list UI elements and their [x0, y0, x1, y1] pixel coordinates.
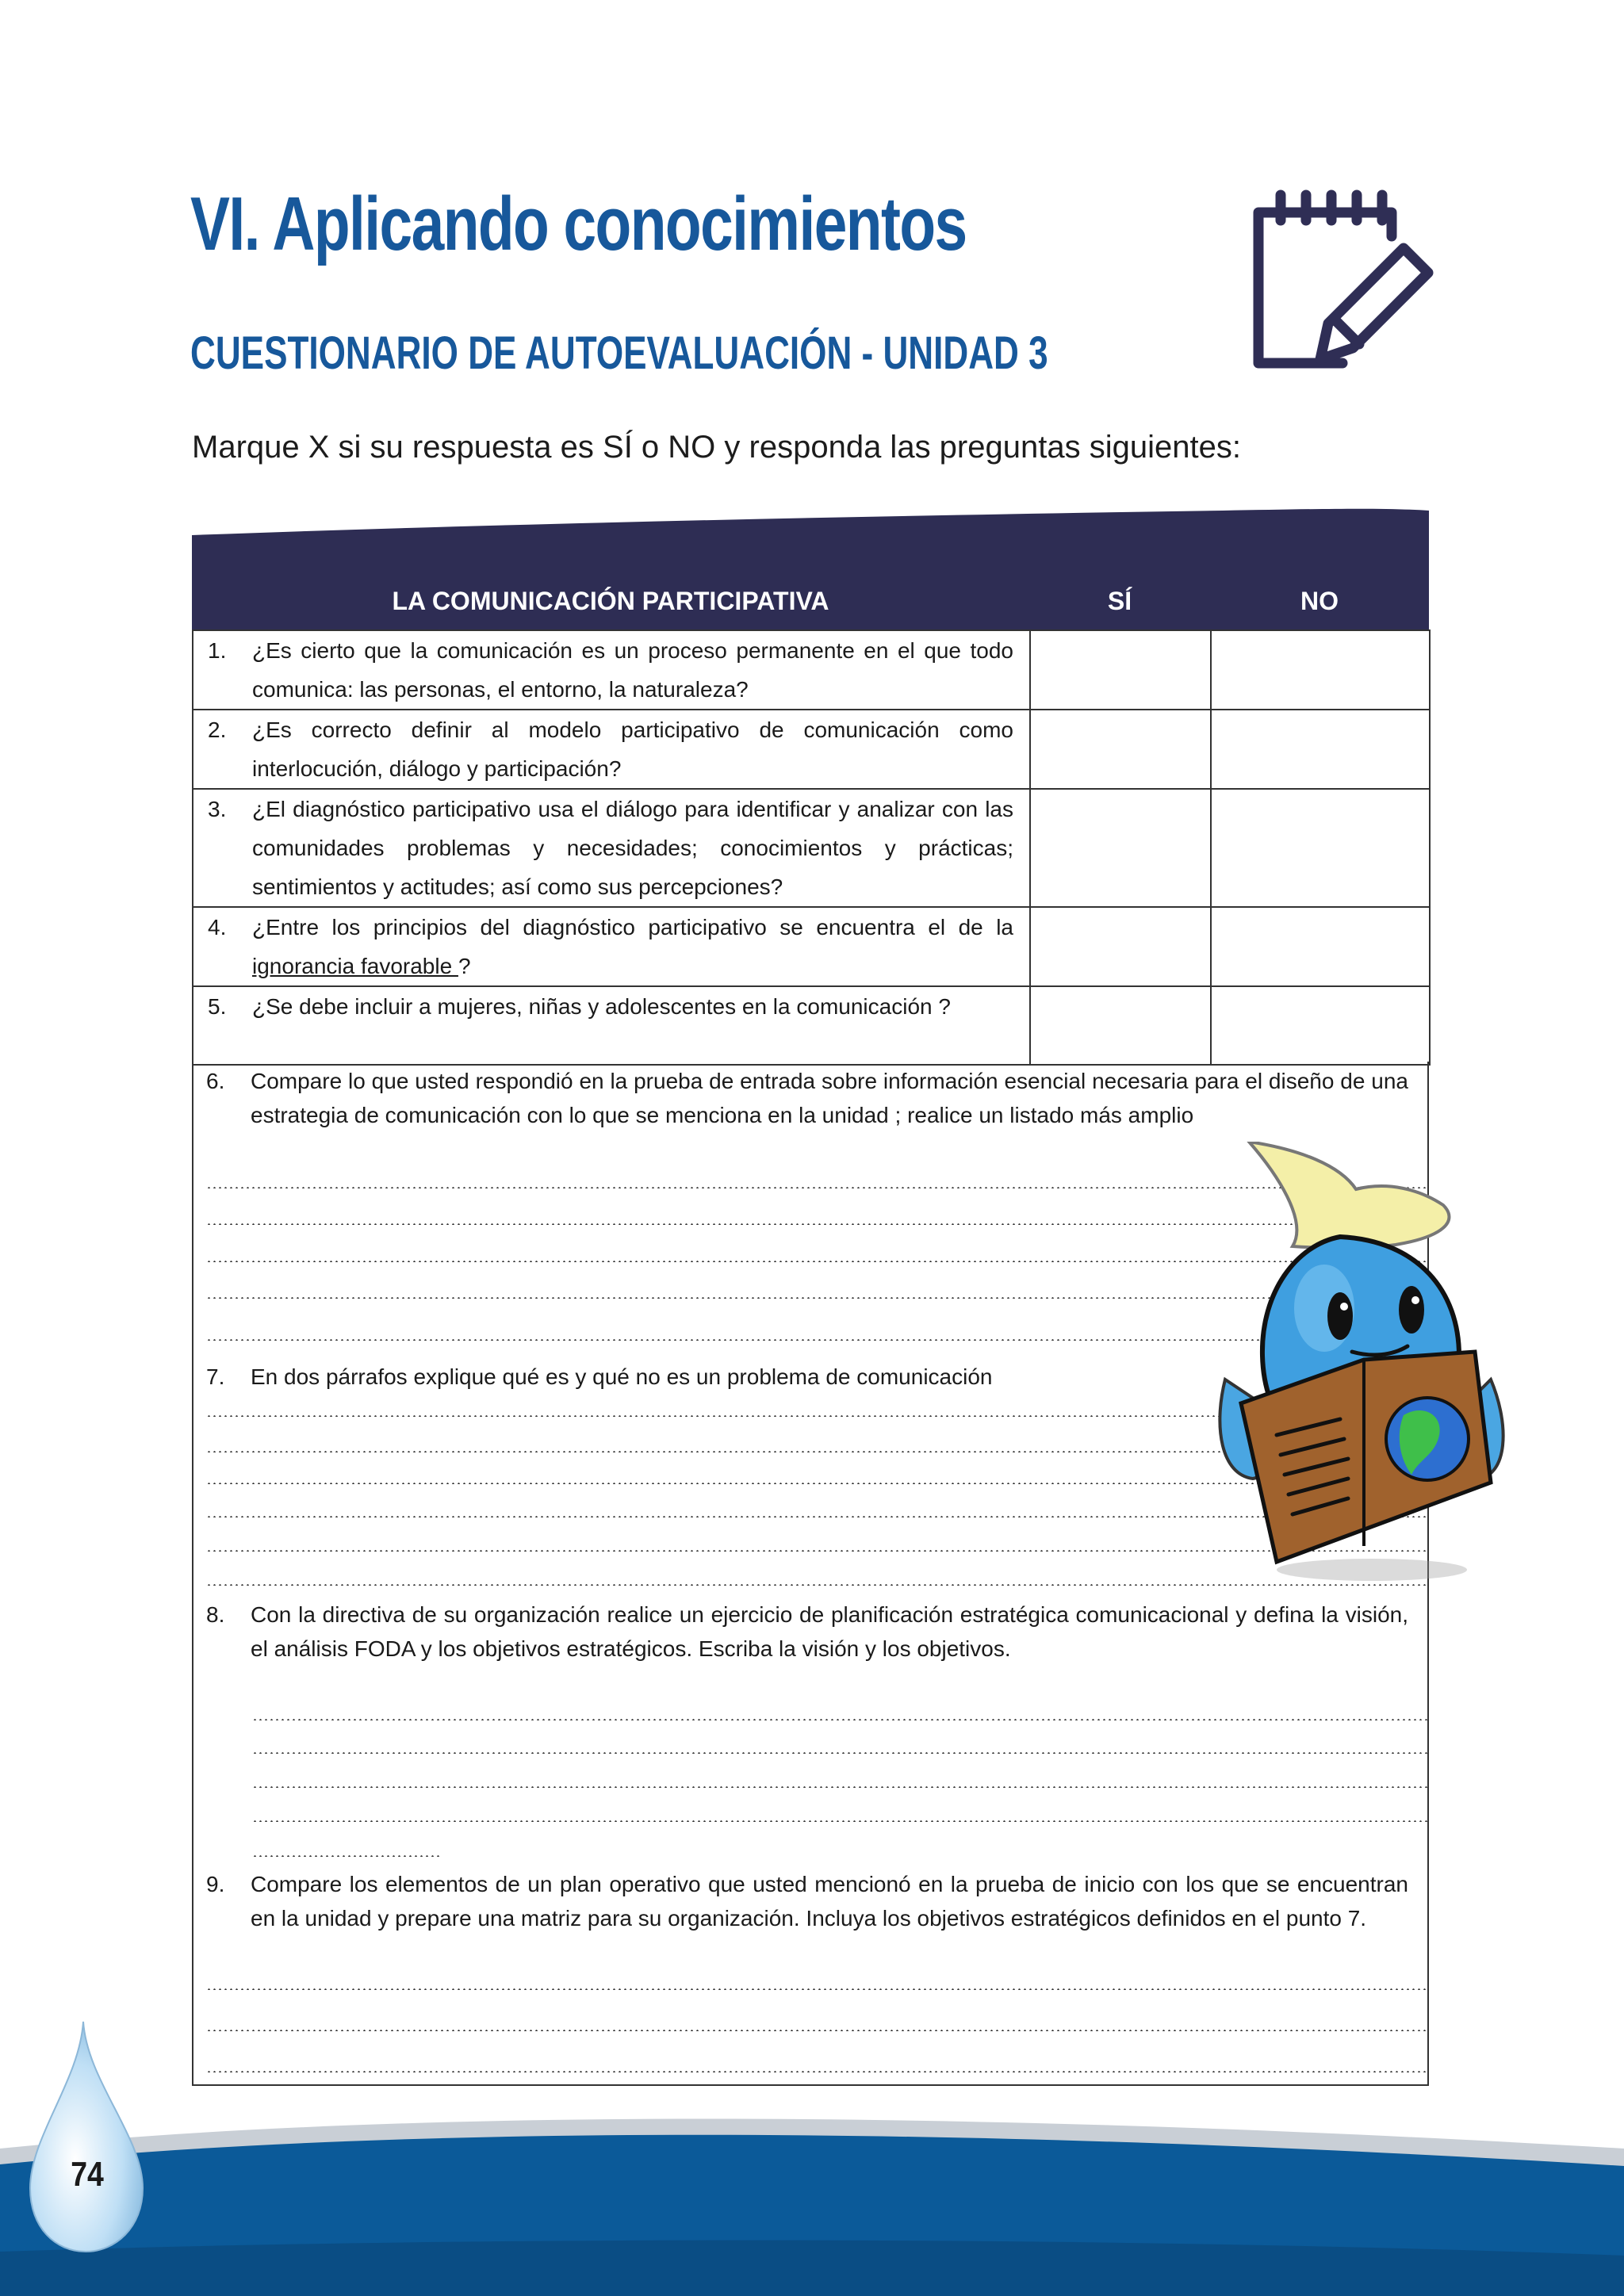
- answer-no-cell[interactable]: [1211, 789, 1430, 907]
- question-text-part: ?: [458, 954, 471, 978]
- table-header-yes: SÍ: [1107, 587, 1132, 615]
- table-row: [193, 986, 1430, 1065]
- page-title: VI. Aplicando conocimientos: [190, 182, 967, 266]
- question-cell: [193, 710, 1030, 789]
- question-text: En dos párrafos explique qué es y qué no es un problema de comunicación: [251, 1364, 993, 1389]
- answer-yes-cell[interactable]: [1030, 789, 1211, 907]
- answer-line[interactable]: [252, 1752, 1427, 1754]
- question-text: Con la directiva de su organización realice un ejercicio de planificación estratégica comunicacional y defina la visión, el análisis FODA y los objetivos estratégicos. Escriba la visión y los objetivos.: [251, 1602, 1408, 1661]
- answer-yes-cell[interactable]: [1030, 907, 1211, 986]
- question-number: 8.: [206, 1602, 225, 1627]
- question-text: ¿El diagnóstico participativo usa el diálogo para identificar y analizar con las comunidades problemas y necesidades; conocimientos y prácticas; sentimientos y actitudes; así como sus percepciones?: [252, 797, 1013, 899]
- question-text: ¿Es cierto que la comunicación es un proceso permanente en el que todo comunica: las personas, el entorno, la naturaleza?: [252, 638, 1013, 702]
- notepad-pencil-icon: [1249, 189, 1439, 371]
- answer-no-cell[interactable]: [1211, 710, 1430, 789]
- question-number: 4.: [208, 915, 227, 939]
- answer-line[interactable]: [206, 2071, 1427, 2072]
- question-text: ¿Es correcto definir al modelo participativo de comunicación como interlocución, diálogo y participación?: [252, 718, 1013, 781]
- question-number: 7.: [206, 1364, 225, 1389]
- answer-no-cell[interactable]: [1211, 907, 1430, 986]
- table-row: [193, 789, 1430, 907]
- answer-yes-cell[interactable]: [1030, 710, 1211, 789]
- table-row: [193, 710, 1430, 789]
- footer-wave: [0, 2093, 1624, 2296]
- question-text: Compare lo que usted respondió en la prueba de entrada sobre información esencial necesaria para el diseño de una estrategia de comunicación con lo que se menciona en la unidad ; realice un listado más amplio: [251, 1069, 1408, 1127]
- open-question-9: [192, 1867, 1408, 1935]
- table-row: [193, 630, 1430, 710]
- question-cell: [193, 986, 1030, 1065]
- answer-line[interactable]: [252, 1719, 1427, 1720]
- question-text: ¿Se debe incluir a mujeres, niñas y adolescentes en la comunicación ?: [252, 994, 951, 1019]
- water-drop-icon: [24, 2018, 151, 2256]
- answer-line[interactable]: [252, 1855, 439, 1857]
- question-cell: [193, 789, 1030, 907]
- question-number: 5.: [208, 994, 227, 1019]
- open-question-6: [192, 1064, 1408, 1132]
- answer-line[interactable]: [206, 1988, 1427, 1990]
- question-number: 9.: [206, 1872, 225, 1896]
- question-number: 6.: [206, 1069, 225, 1093]
- yes-no-table: [192, 629, 1431, 1066]
- question-number: 2.: [208, 718, 227, 742]
- question-number: 1.: [208, 638, 227, 663]
- table-header-topic: LA COMUNICACIÓN PARTICIPATIVA: [392, 587, 829, 615]
- question-text: Compare los elementos de un plan operativo que usted mencionó en la prueba de inicio con los que se encuentran en la unidad y prepare una matriz para su organización. Incluya los objetivos estratégicos definidos en el punto 7.: [251, 1872, 1408, 1931]
- answer-no-cell[interactable]: [1211, 986, 1430, 1065]
- table-row: [193, 907, 1430, 986]
- question-cell: [193, 630, 1030, 710]
- water-drop-mascot: [1205, 1142, 1522, 1586]
- question-text: [252, 908, 1013, 985]
- answer-line[interactable]: [206, 2030, 1427, 2031]
- table-header-no: NO: [1300, 587, 1339, 615]
- section-subtitle: CUESTIONARIO DE AUTOEVALUACIÓN - UNIDAD 3: [190, 327, 1048, 379]
- page-number: 74: [71, 2155, 104, 2194]
- question-text-part: ¿Entre los principios del diagnóstico participativo se encuentra el de la: [252, 915, 1013, 939]
- answer-line[interactable]: [252, 1820, 1427, 1822]
- open-question-8: [192, 1598, 1408, 1666]
- question-cell: [193, 907, 1030, 986]
- question-number: 3.: [208, 797, 227, 821]
- answer-yes-cell[interactable]: [1030, 630, 1211, 710]
- answer-no-cell[interactable]: [1211, 630, 1430, 710]
- instruction-text: Marque X si su respuesta es SÍ o NO y responda las preguntas siguientes:: [192, 430, 1241, 465]
- underlined-term: ignorancia favorable: [252, 954, 458, 978]
- answer-line[interactable]: [252, 1786, 1427, 1788]
- answer-yes-cell[interactable]: [1030, 986, 1211, 1065]
